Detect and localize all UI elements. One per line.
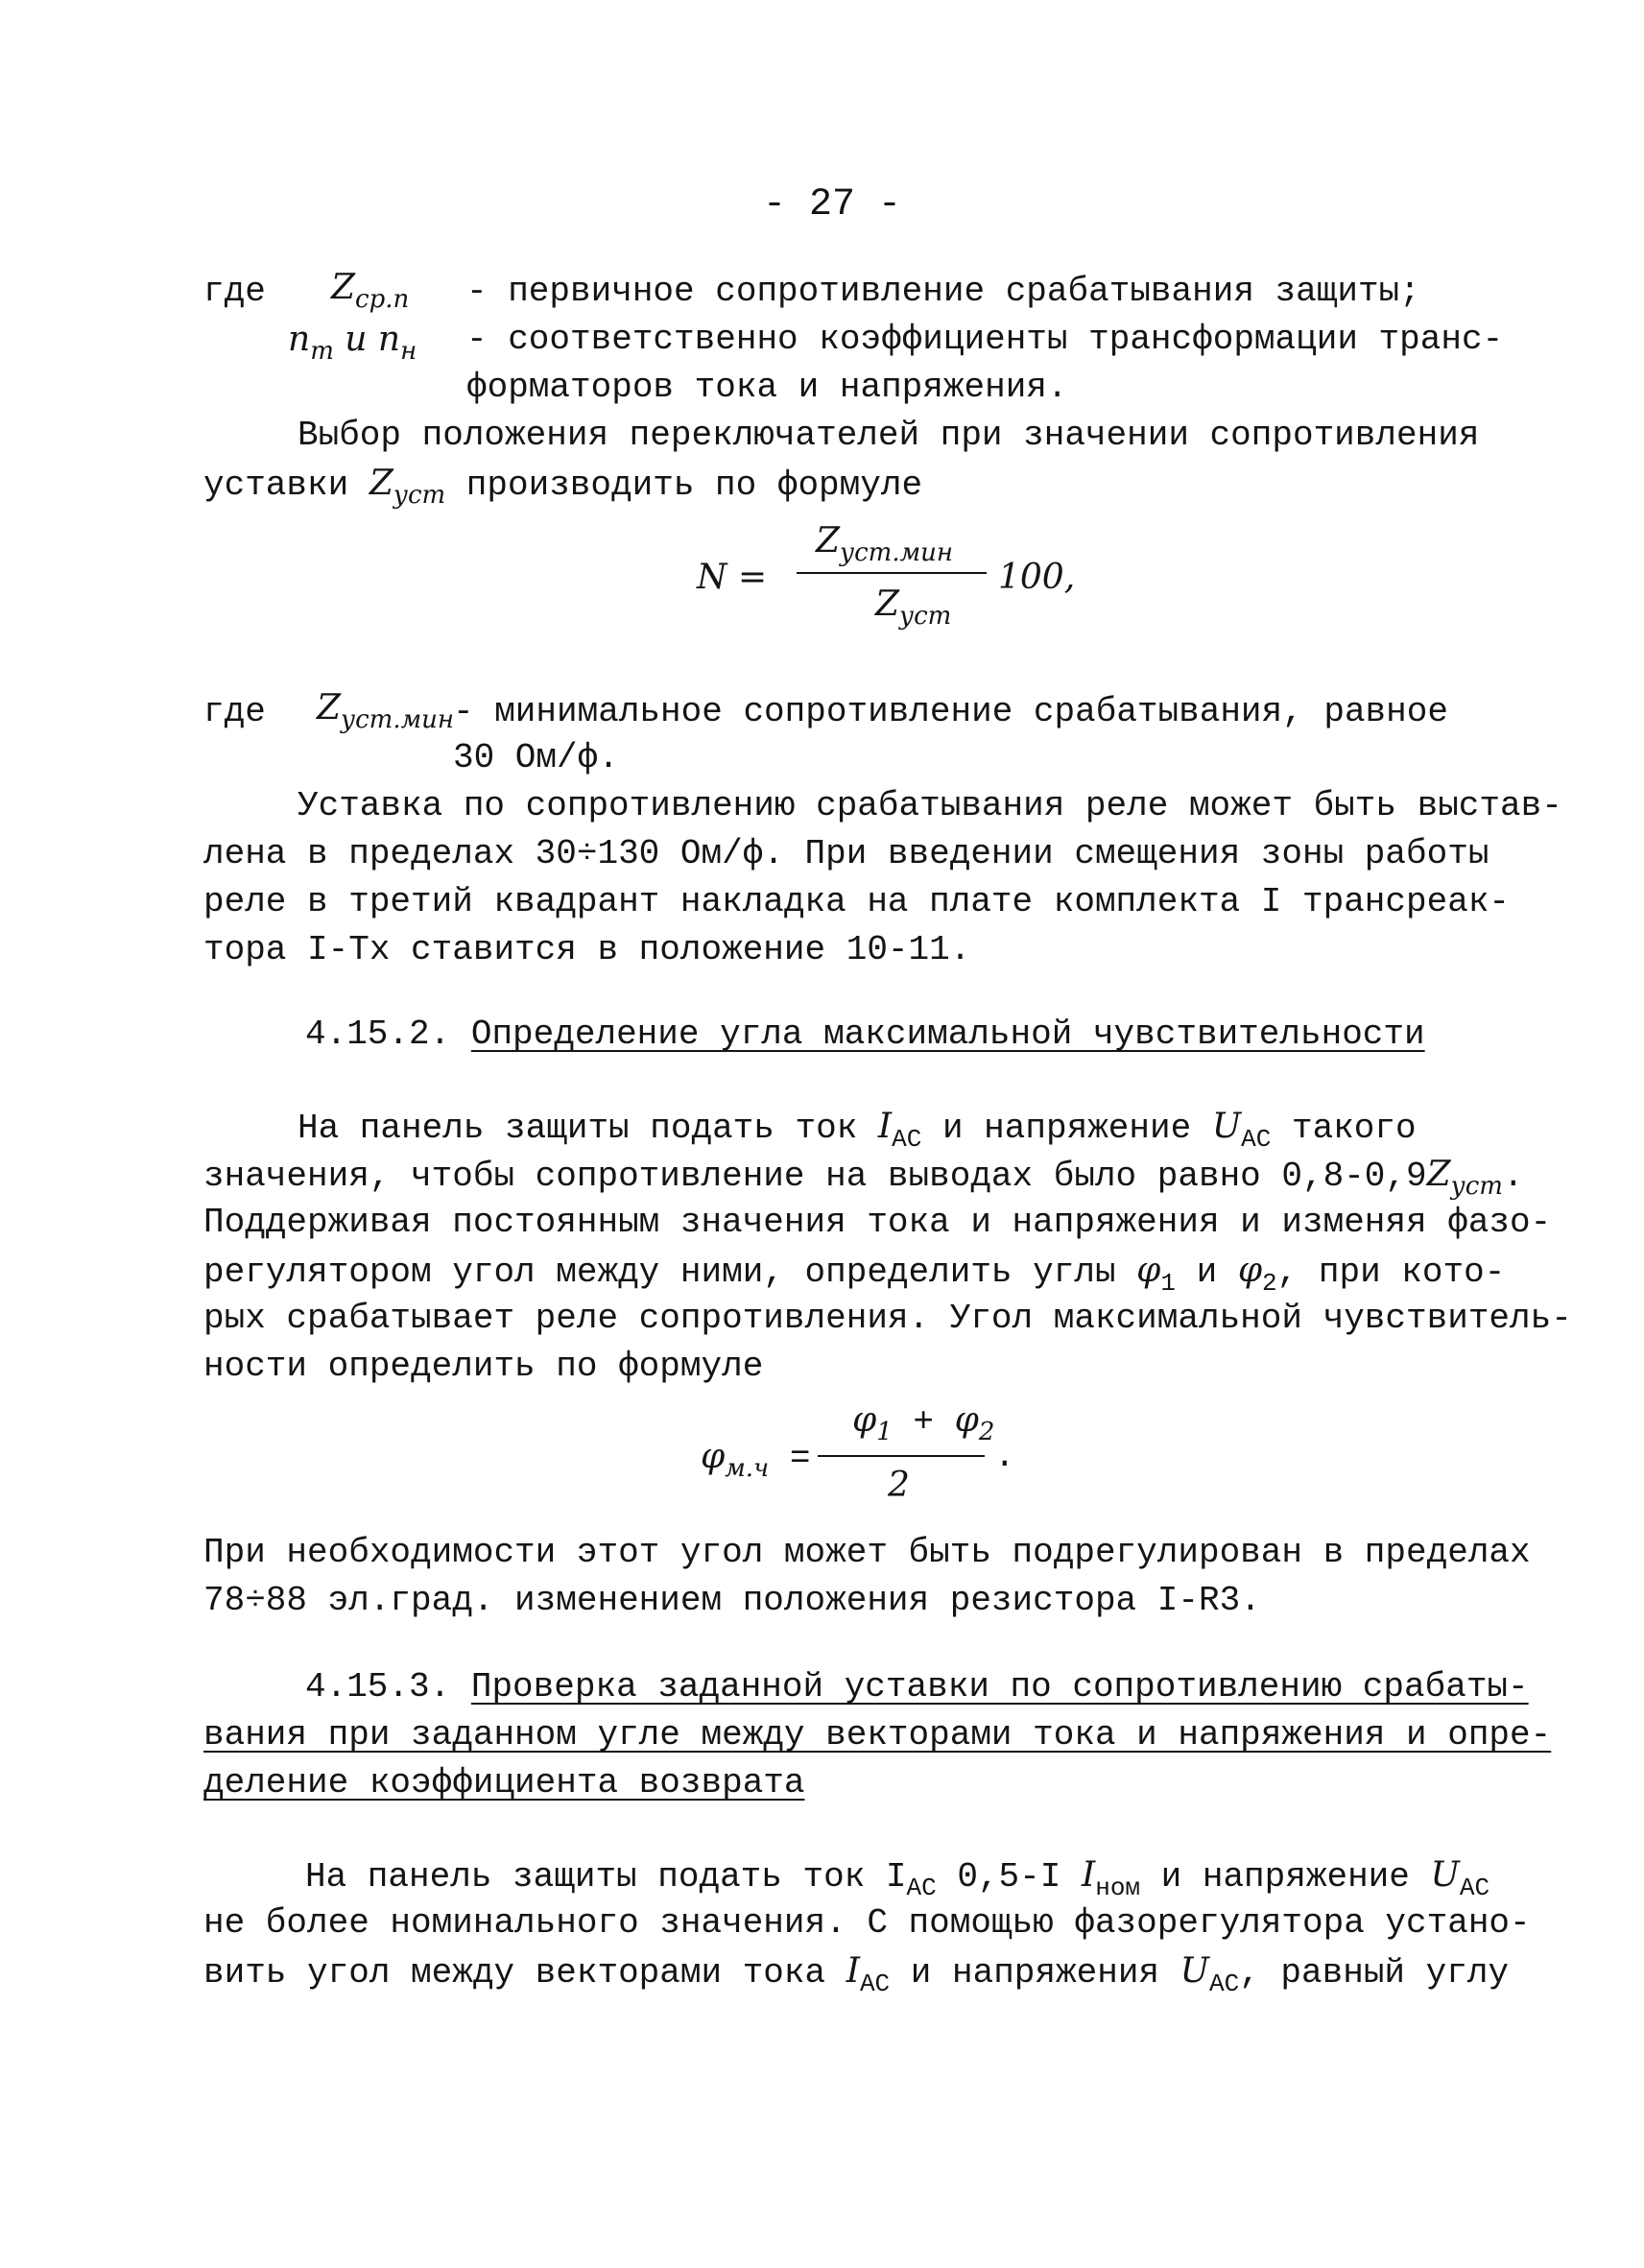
formula-n-fraction-bar bbox=[797, 572, 987, 574]
para-check-line2: не более номинального значения. С помощью фазорегулятора устано- bbox=[203, 1903, 1531, 1943]
definition-text-2a: - соответственно коэффициенты трансформации транс- bbox=[466, 320, 1504, 359]
where-label: где bbox=[203, 272, 266, 311]
para-angle-line5: рых срабатывает реле сопротивления. Угол максимальной чувствитель- bbox=[203, 1299, 1572, 1338]
formula-phi-lhs: $\varphi_{м.ч}$ = bbox=[701, 1437, 811, 1483]
para-check-line3: вить угол между векторами тока $I_{АС}$ и напряжения $U_{АС}$, равный углу bbox=[203, 1951, 1510, 1998]
formula-phi-tail: . bbox=[994, 1437, 1015, 1476]
para-angle-line3: Поддерживая постоянным значения тока и напряжения и изменяя фазо- bbox=[203, 1203, 1552, 1242]
section-4153-heading-line3: деление коэффициента возврата bbox=[203, 1763, 805, 1802]
where-min-text: - минимальное сопротивление срабатывания, равное bbox=[453, 692, 1448, 731]
para-angle-line6: ности определить по формуле bbox=[203, 1347, 764, 1386]
section-4153-heading-line1: 4.15.3. Проверка заданной уставки по сопротивлению срабаты- bbox=[305, 1667, 1529, 1707]
para-adjust-line: При необходимости этот угол может быть подрегулирован в пределах bbox=[203, 1533, 1531, 1572]
where-min-text2: 30 Ом/ф. bbox=[453, 738, 619, 777]
symbol-nt-nn: $n_т$ и $n_н$ bbox=[288, 320, 417, 366]
para-angle-line1: На панель защиты подать ток $I_{АС}$ и напряжение $U_{АС}$ такого bbox=[298, 1107, 1417, 1154]
section-4152-heading: 4.15.2. Определение угла максимальной чувствительности bbox=[305, 1015, 1425, 1054]
para-setting-line: реле в третий квадрант накладка на плате комплекта I трансреак- bbox=[203, 882, 1511, 921]
where-min-label: где bbox=[203, 692, 266, 731]
para-check-line1: На панель защиты подать ток $I_{АС}$ 0,5-I $I_{ном}$ и напряжение $U_{АС}$ bbox=[305, 1855, 1490, 1902]
formula-n-numerator: $Z_{уст.мин}$ bbox=[816, 521, 954, 567]
para-switch-line2: уставки $Z_{уст}$ производить по формуле bbox=[203, 464, 923, 510]
para-angle-line2: значения, чтобы сопротивление на выводах было равно $0,8-0,9Z_{уст}$. bbox=[203, 1155, 1524, 1201]
definition-text-1: - первичное сопротивление срабатывания защиты; bbox=[466, 272, 1420, 311]
symbol-z-sr-p: $Z_{ср.п}$ bbox=[331, 268, 410, 314]
para-switch-line1: Выбор положения переключателей при значении сопротивления bbox=[298, 416, 1480, 455]
formula-phi-denominator: 2 bbox=[888, 1466, 910, 1505]
page-number: - 27 - bbox=[763, 183, 902, 227]
formula-n-denominator: $Z_{уст}$ bbox=[875, 585, 952, 631]
formula-phi-fraction-bar bbox=[818, 1455, 985, 1457]
para-setting-line: лена в пределах 30÷130 Ом/ф. При введении смещения зоны работы bbox=[203, 834, 1489, 873]
para-setting-line: тора I-Тх ставится в положение 10-11. bbox=[203, 930, 971, 969]
definition-text-2b: форматоров тока и напряжения. bbox=[466, 368, 1068, 407]
para-angle-line4: регулятором угол между ними, определить углы $\varphi_1$ и $\varphi_2$, при кото- bbox=[203, 1251, 1506, 1298]
para-setting-line: Уставка по сопротивлению срабатывания реле может быть выстав- bbox=[298, 786, 1562, 825]
symbol-z-ust-min: $Z_{уст.мин}$ bbox=[317, 688, 455, 734]
section-4153-heading-line2: вания при заданном угле между векторами тока и напряжения и опре- bbox=[203, 1715, 1552, 1755]
formula-n-tail: 100, bbox=[998, 558, 1076, 597]
formula-phi-numerator: $\varphi_1 + \varphi_2$ bbox=[852, 1400, 995, 1446]
para-adjust-line: 78÷88 эл.град. изменением положения резистора I-R3. bbox=[203, 1581, 1261, 1620]
formula-n-lhs: N = bbox=[697, 558, 768, 597]
